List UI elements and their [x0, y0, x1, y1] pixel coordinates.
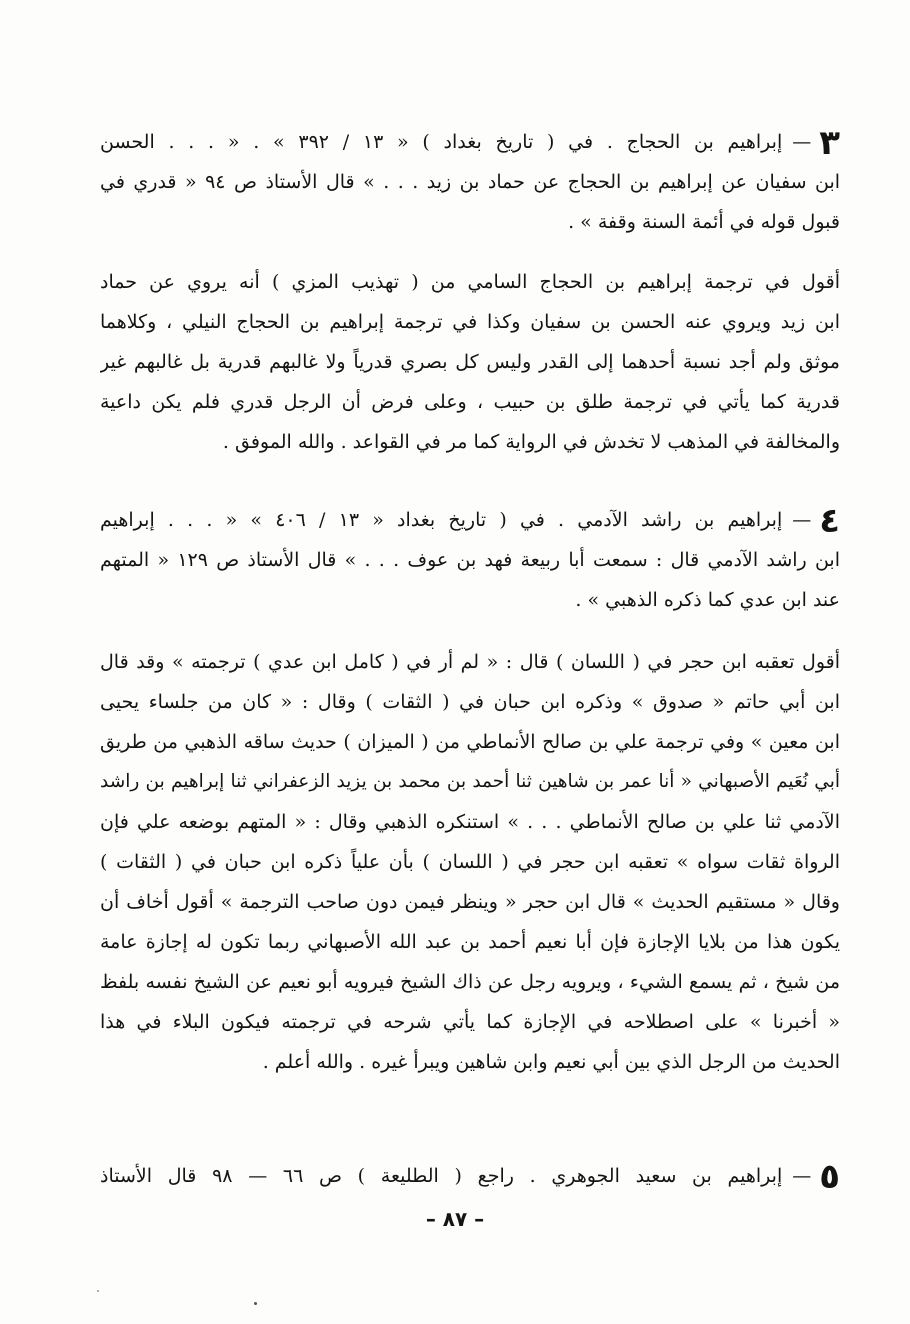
- text-line: والمخالفة في المذهب لا تخدش في الرواية كما مر في القواعد . والله الموفق .: [222, 431, 840, 453]
- text-line: قبول قوله في أئمة السنة وقفة » .: [568, 211, 840, 233]
- text-line: قدرية كما يأتي في ترجمة طلق بن حبيب ، وعلى فرض أن الرجل قدري فلم يكن داعية: [100, 391, 840, 413]
- text-line: الرواة ثقات سواه » تعقبه ابن حجر في ( اللسان ) بأن علياً ذكره ابن حبان في ( الثقات ): [100, 851, 840, 873]
- entry-4: [100, 500, 840, 620]
- text-line: أبي نُعَيم الأصبهاني « أنا عمر بن شاهين ثنا أحمد بن محمد بن يزيد الزعفراني ثنا إبراهيم بن راشد: [100, 771, 840, 792]
- entry-number: ٣: [819, 123, 840, 162]
- entry-3: [100, 122, 840, 242]
- entry-heading-text: إبراهيم بن سعيد الجوهري . راجع ( الطليعة ) ص ٦٦ — ٩٨ قال الأستاذ: [100, 1165, 783, 1187]
- text-line: [100, 122, 840, 162]
- text-line: الآدمي ثنا علي بن صالح الأنماطي . . . » استنكره الذهبي وقال : « المتهم بوضعه علي فإن: [100, 811, 840, 833]
- text-line: ابن معين » وفي ترجمة علي بن صالح الأنماطي من ( الميزان ) حديث ساقه الذهبي من طريق: [100, 731, 840, 753]
- entry-number: ٤: [819, 501, 840, 540]
- commentary-paragraph-1: [100, 262, 840, 462]
- entry-number: ٥: [819, 1157, 840, 1196]
- text-line: ابن راشد الآدمي قال : سمعت أبا ربيعة فهد بن عوف . . . » قال الأستاذ ص ١٢٩ « المتهم: [100, 549, 840, 571]
- entry-heading-text: إبراهيم بن الحجاج . في ( تاريخ بغداد ) « ١٣ / ٣٩٢ » . « . . . الحسن: [100, 131, 783, 153]
- text-line: أقول تعقبه ابن حجر في ( اللسان ) قال : « لم أر في ( كامل ابن عدي ) ترجمته » وقد قال: [100, 651, 840, 673]
- scan-speck: [97, 1290, 99, 1292]
- text-line: عند ابن عدي كما ذكره الذهبي » .: [575, 589, 840, 611]
- entry-5: [100, 1156, 840, 1196]
- entry-dash: —: [792, 131, 812, 153]
- text-line: موثق ولم أجد نسبة أحدهما إلى القدر وليس كل بصري قدرياً ولا غالبهم قدرية بل غالبهم غير: [100, 351, 840, 373]
- entry-heading-text: إبراهيم بن راشد الآدمي . في ( تاريخ بغداد « ١٣ / ٤٠٦ » « . . . إبراهيم: [100, 509, 783, 531]
- text-line: أقول في ترجمة إبراهيم بن الحجاج السامي من ( تهذيب المزي ) أنه يروي عن حماد: [100, 271, 840, 293]
- text-line: يكون هذا من بلايا الإجازة فإن أبا نعيم أحمد بن عبد الله الأصبهاني ربما تكون له إجازة عامة: [100, 931, 840, 953]
- text-line: [100, 500, 840, 540]
- scan-speck: [254, 1302, 257, 1305]
- text-line: ابن أبي حاتم « صدوق » وذكره ابن حبان في ( الثقات ) وقال : « كان من جلساء يحيى: [100, 691, 840, 713]
- commentary-paragraph-2: [100, 642, 840, 1082]
- text-line: [100, 1156, 840, 1196]
- text-line: ابن سفيان عن إبراهيم بن الحجاج عن حماد بن زيد . . . » قال الأستاذ ص ٩٤ « قدري في: [100, 171, 840, 193]
- text-line: وقال « مستقيم الحديث » قال ابن حجر « وينظر فيمن دون صاحب الترجمة » أقول أخاف أن: [100, 891, 840, 913]
- entry-dash: —: [792, 509, 812, 531]
- text-line: الحديث من الرجل الذي بين أبي نعيم وابن شاهين ويبرأ غيره . والله أعلم .: [262, 1051, 840, 1073]
- text-line: من شيخ ، ثم يسمع الشيء ، ويرويه رجل عن ذاك الشيخ فيرويه أبو نعيم عن الشيخ نفسه بلفظ: [100, 971, 840, 993]
- page-number: – ٨٧ –: [425, 1207, 485, 1231]
- entry-dash: —: [792, 1165, 812, 1187]
- text-line: « أخبرنا » على اصطلاحه في الإجازة كما يأتي شرحه في ترجمته فيكون البلاء في هذا: [100, 1011, 840, 1033]
- text-line: ابن زيد ويروي عنه الحسن بن سفيان وكذا في ترجمة إبراهيم بن الحجاج النيلي ، وكلاهما: [100, 311, 840, 333]
